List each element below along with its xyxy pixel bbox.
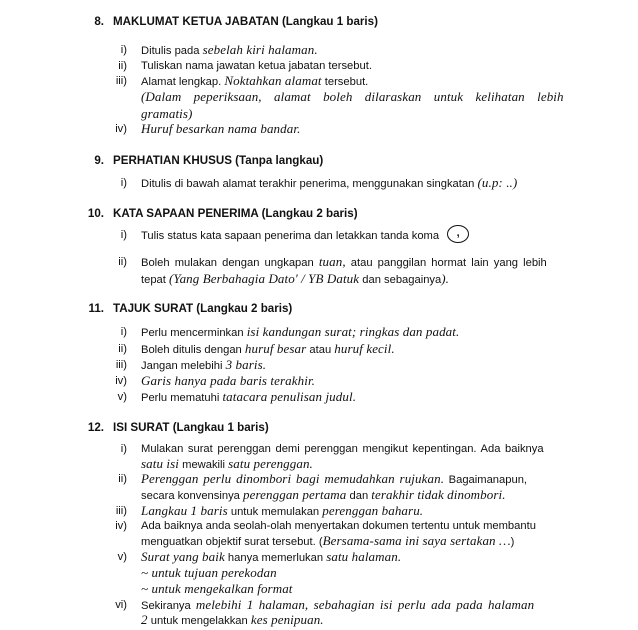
- section-number: 9.: [94, 154, 104, 167]
- section-number: 8.: [94, 15, 104, 28]
- section-title: ISI SURAT (Langkau 1 baris): [113, 421, 269, 434]
- section-title: PERHATIAN KHUSUS (Tanpa langkau): [113, 154, 324, 167]
- document-page: 8. MAKLUMAT KETUA JABATAN (Langkau 1 baris) i) Ditulis pada sebelah kiri halaman. ii) Tuliskan nama jawatan ketua jabatan tersebut. iii) Alamat lengkap. Noktahkan alamat tersebut. (Dalam peperiksaan, alamat boleh dilaraskan untuk kelihatan lebih gramatis) iv) Huruf besarkan nama bandar. 9. PERHATIAN KHUSUS (Tanpa langkau) i) Ditulis di bawah alamat terakhir penerima, menggunakan singkatan (u.p: ..) 10. KATA SAPAAN PENERIMA (Langkau 2 baris) i) Tulis status kata sapaan penerima dan letakkan tanda koma , ii) Boleh mulakan dengan ungkapan tuan, atau panggilan hormat lain yang lebih tepat (Yang Berbahagia Dato' / YB Datuk dan sebagainya). 11. TAJUK SURAT (Langkau 2 baris) i) Perlu mencerminkan isi kandungan surat; ringkas dan padat. ii) Boleh ditulis dengan huruf besar atau huruf kecil. iii) Jangan melebihi 3 baris. iv) Garis hanya pada baris terakhir. v) Perlu mematuhi tatacara penulisan judul. 12. ISI SURAT (Langkau 1 baris) i) Mulakan surat perenggan demi perenggan mengikut kepentingan. Ada baiknya satu isi mewakili satu perenggan. ii) Perenggan perlu dinombori bagi memudahkan rujukan. Bagaimanapun, secara konvensinya perenggan pertama dan terakhir tidak dinombori. iii) Langkau 1 baris untuk memulakan perenggan baharu. iv) Ada baiknya anda seolah-olah menyertakan dokumen tertentu untuk membantu menguatkan objektif surat tersebut. (Bersama-sama ini saya sertakan …) v) Surat yang baik hanya memerlukan satu halaman. ~ untuk tujuan perekodan ~ untuk mengekalkan format vi) Sekiranya melebihi 1 halaman, sebahagian isi perlu ada pada halaman 2 untuk mengelakkan kes penipuan.: [0, 0, 638, 630]
- section-title: KATA SAPAAN PENERIMA (Langkau 2 baris): [113, 207, 358, 220]
- section-title: TAJUK SURAT (Langkau 2 baris): [113, 302, 293, 315]
- comma-mark-icon: ,: [447, 225, 469, 243]
- section-number: 10.: [87, 207, 104, 220]
- section-title: MAKLUMAT KETUA JABATAN (Langkau 1 baris): [113, 15, 378, 28]
- section-number: 11.: [88, 302, 104, 315]
- section-number: 12.: [87, 421, 104, 434]
